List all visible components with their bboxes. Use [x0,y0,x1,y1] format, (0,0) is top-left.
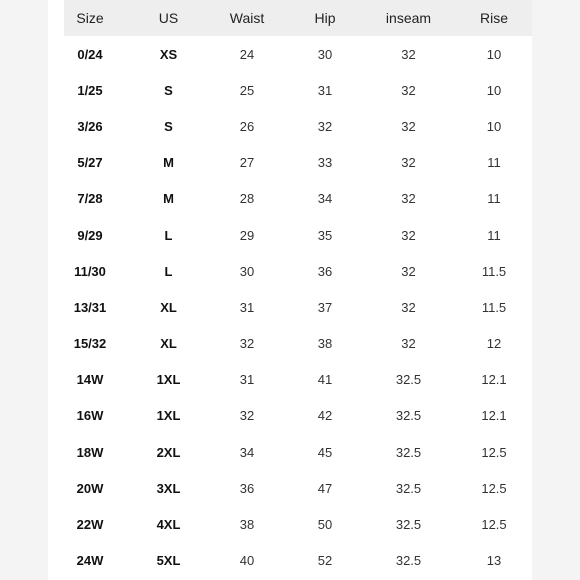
cell-us: 4XL [156,517,181,533]
cell-inseam: 32 [401,336,416,352]
cell-hip: 45 [317,444,333,460]
cell-hip: 36 [317,263,333,279]
cell-inseam: 32 [401,82,416,98]
cell-hip: 37 [317,299,333,315]
cell-hip: 41 [317,372,333,388]
header-waist: Waist [229,10,265,26]
cell-inseam: 32 [401,46,416,62]
cell-us: L [164,227,173,243]
cell-hip: 32 [317,118,333,134]
cell-waist: 31 [239,299,255,315]
cell-inseam: 32.5 [395,372,422,388]
cell-us: M [163,191,174,207]
cell-rise: 11 [487,227,501,243]
cell-inseam: 32.5 [395,408,422,424]
cell-waist: 27 [239,155,255,171]
cell-us: XS [159,46,178,62]
cell-size: 11/30 [74,263,106,279]
table-row [48,434,532,470]
cell-us: 2XL [156,444,181,460]
cell-inseam: 32 [401,118,416,134]
cell-hip: 52 [317,553,333,569]
cell-inseam: 32 [401,227,416,243]
cell-waist: 29 [239,227,255,243]
cell-waist: 25 [239,82,255,98]
cell-size: 0/24 [77,46,103,62]
cell-us: 1XL [156,372,181,388]
cell-hip: 31 [317,82,333,98]
cell-inseam: 32 [401,155,416,171]
cell-waist: 28 [239,191,255,207]
cell-hip: 42 [317,408,333,424]
cell-size: 15/32 [73,336,107,352]
cell-size: 14W [76,372,104,388]
table-row [48,181,532,217]
cell-inseam: 32 [401,299,416,315]
table-row [48,217,532,253]
cell-rise: 11.5 [481,299,507,315]
table-row [48,289,532,325]
cell-rise: 12.5 [481,517,507,533]
cell-rise: 12.1 [481,372,507,388]
table-row [48,145,532,181]
table-row [48,108,532,144]
table-row [48,253,532,289]
cell-waist: 38 [239,517,255,533]
cell-hip: 50 [317,517,333,533]
cell-inseam: 32.5 [395,517,422,533]
cell-waist: 34 [239,444,255,460]
cell-rise: 11.5 [481,263,507,279]
table-row [48,362,532,398]
cell-waist: 36 [239,480,255,496]
header-rise: Rise [479,10,508,26]
cell-size: 24W [76,553,104,569]
cell-rise: 13 [486,553,502,569]
cell-waist: 32 [239,336,255,352]
cell-us: 5XL [156,553,181,569]
cell-us: L [164,263,173,279]
cell-us: 1XL [156,408,181,424]
cell-rise: 11 [487,191,501,207]
cell-rise: 12.5 [481,444,507,460]
cell-size: 5/27 [77,155,103,171]
header-us: US [158,10,179,26]
cell-rise: 10 [486,118,502,134]
table-row [48,470,532,506]
cell-us: S [164,118,173,134]
cell-rise: 10 [486,82,502,98]
cell-inseam: 32.5 [395,444,422,460]
cell-waist: 30 [239,263,255,279]
cell-waist: 32 [239,408,255,424]
cell-hip: 30 [317,46,333,62]
cell-us: 3XL [156,480,181,496]
cell-waist: 26 [239,118,255,134]
cell-waist: 40 [239,553,255,569]
cell-inseam: 32 [401,191,416,207]
cell-us: XL [160,299,177,315]
cell-size: 22W [76,517,104,533]
cell-rise: 12 [486,336,502,352]
cell-size: 18W [76,444,104,460]
cell-hip: 34 [317,191,333,207]
cell-rise: 12.5 [481,480,507,496]
cell-hip: 47 [317,480,333,496]
cell-us: M [163,155,174,171]
cell-size: 3/26 [77,118,103,134]
cell-waist: 24 [239,46,255,62]
header-hip: Hip [314,10,336,26]
cell-hip: 33 [317,155,333,171]
header-size: Size [76,10,104,26]
cell-rise: 12.1 [481,408,507,424]
header-inseam: inseam [385,10,432,26]
cell-inseam: 32.5 [395,553,422,569]
cell-size: 1/25 [77,82,103,98]
table-row [48,36,532,72]
header-row [48,0,532,36]
cell-size: 9/29 [77,227,103,243]
cell-rise: 10 [486,46,502,62]
cell-inseam: 32 [401,263,416,279]
cell-size: 13/31 [73,299,107,315]
cell-hip: 38 [317,336,333,352]
cell-inseam: 32.5 [395,480,422,496]
table-row [48,326,532,362]
cell-waist: 31 [239,372,255,388]
cell-rise: 11 [487,155,501,171]
size-chart-table [48,0,532,579]
table-row [48,506,532,542]
cell-size: 16W [76,408,104,424]
table-row [48,543,532,579]
cell-size: 7/28 [77,191,103,207]
cell-size: 20W [76,480,104,496]
table-row [48,72,532,108]
cell-hip: 35 [317,227,333,243]
cell-us: S [164,82,173,98]
table-row [48,398,532,434]
cell-us: XL [160,336,177,352]
